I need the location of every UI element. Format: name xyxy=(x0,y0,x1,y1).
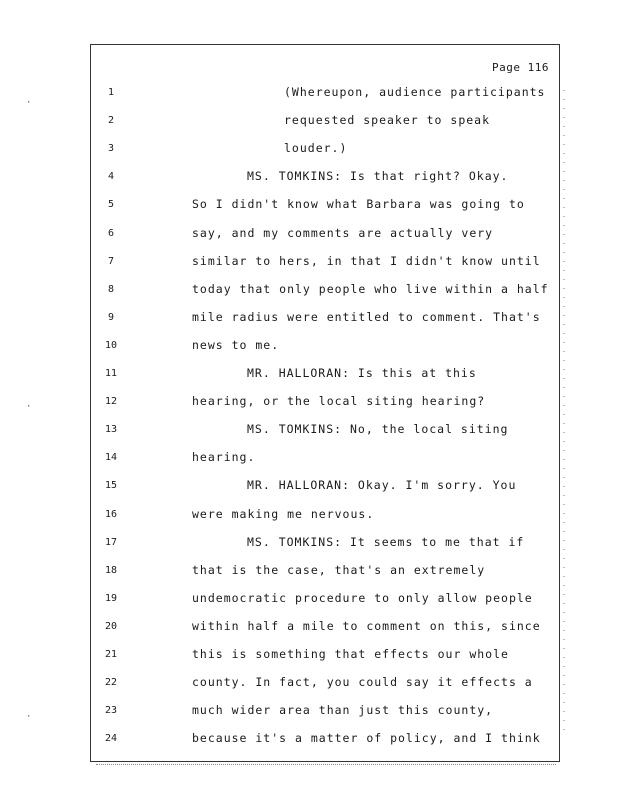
transcript-page xyxy=(90,44,560,762)
line-number: 16 xyxy=(104,508,118,520)
line-number: 9 xyxy=(107,311,115,323)
transcript-line: (Whereupon, audience participants xyxy=(284,85,546,99)
line-number: 10 xyxy=(104,339,118,351)
line-number: 2 xyxy=(107,115,115,127)
line-number: 4 xyxy=(107,171,115,183)
line-number: 7 xyxy=(107,255,115,267)
transcript-line: MR. HALLORAN: Is this at this xyxy=(247,366,477,380)
transcript-line: MS. TOMKINS: Is that right? Okay. xyxy=(247,169,509,184)
transcript-line: today that only people who live within a half xyxy=(192,281,549,296)
transcript-line: were making me nervous. xyxy=(192,506,375,521)
transcript-line: MS. TOMKINS: No, the local siting xyxy=(247,422,509,437)
line-number: 21 xyxy=(104,649,118,660)
transcript-line: news to me. xyxy=(192,337,280,352)
line-number: 5 xyxy=(107,199,115,211)
transcript-line: MR. HALLORAN: Okay. I'm sorry. You xyxy=(247,478,517,493)
margin-mark: · xyxy=(26,402,32,412)
line-number: 6 xyxy=(107,227,115,239)
transcript-line: because it's a matter of policy, and I think xyxy=(192,731,541,746)
right-margin-ticks xyxy=(563,90,565,730)
line-number: 18 xyxy=(104,564,118,576)
line-number: 15 xyxy=(104,480,118,492)
margin-mark: · xyxy=(26,712,32,722)
line-number: 14 xyxy=(104,452,118,464)
bottom-scan-strip xyxy=(96,764,556,771)
line-number: 19 xyxy=(104,592,118,604)
line-number: 11 xyxy=(104,368,118,379)
transcript-line: So I didn't know what Barbara was going to xyxy=(192,197,525,212)
line-number: 3 xyxy=(107,143,115,155)
line-number: 8 xyxy=(107,283,115,295)
line-number: 20 xyxy=(104,620,118,632)
transcript-line: mile radius were entitled to comment. That's xyxy=(192,309,541,324)
transcript-line: hearing. xyxy=(192,450,256,465)
line-number: 22 xyxy=(104,677,118,689)
transcript-line: louder.) xyxy=(284,141,348,156)
transcript-line: requested speaker to speak xyxy=(284,113,491,128)
line-number: 23 xyxy=(104,705,118,717)
margin-mark: · xyxy=(26,98,32,108)
transcript-line: say, and my comments are actually very xyxy=(192,225,494,240)
line-number: 12 xyxy=(104,396,118,408)
line-number: 17 xyxy=(104,536,118,548)
line-number: 13 xyxy=(104,424,118,436)
transcript-line: county. In fact, you could say it effects a xyxy=(192,675,533,690)
transcript-line: this is something that effects our whole xyxy=(192,647,509,661)
line-number: 1 xyxy=(107,87,115,98)
transcript-line: hearing, or the local siting hearing? xyxy=(192,394,486,409)
transcript-line: similar to hers, in that I didn't know until xyxy=(192,253,541,268)
line-number: 24 xyxy=(104,733,118,745)
transcript-line: within half a mile to comment on this, since xyxy=(192,618,541,633)
transcript-line: much wider area than just this county, xyxy=(192,703,494,718)
transcript-line: that is the case, that's an extremely xyxy=(192,562,486,577)
transcript-line: MS. TOMKINS: It seems to me that if xyxy=(247,534,525,549)
page-number: Page 116 xyxy=(492,61,549,74)
transcript-line: undemocratic procedure to only allow people xyxy=(192,590,533,605)
